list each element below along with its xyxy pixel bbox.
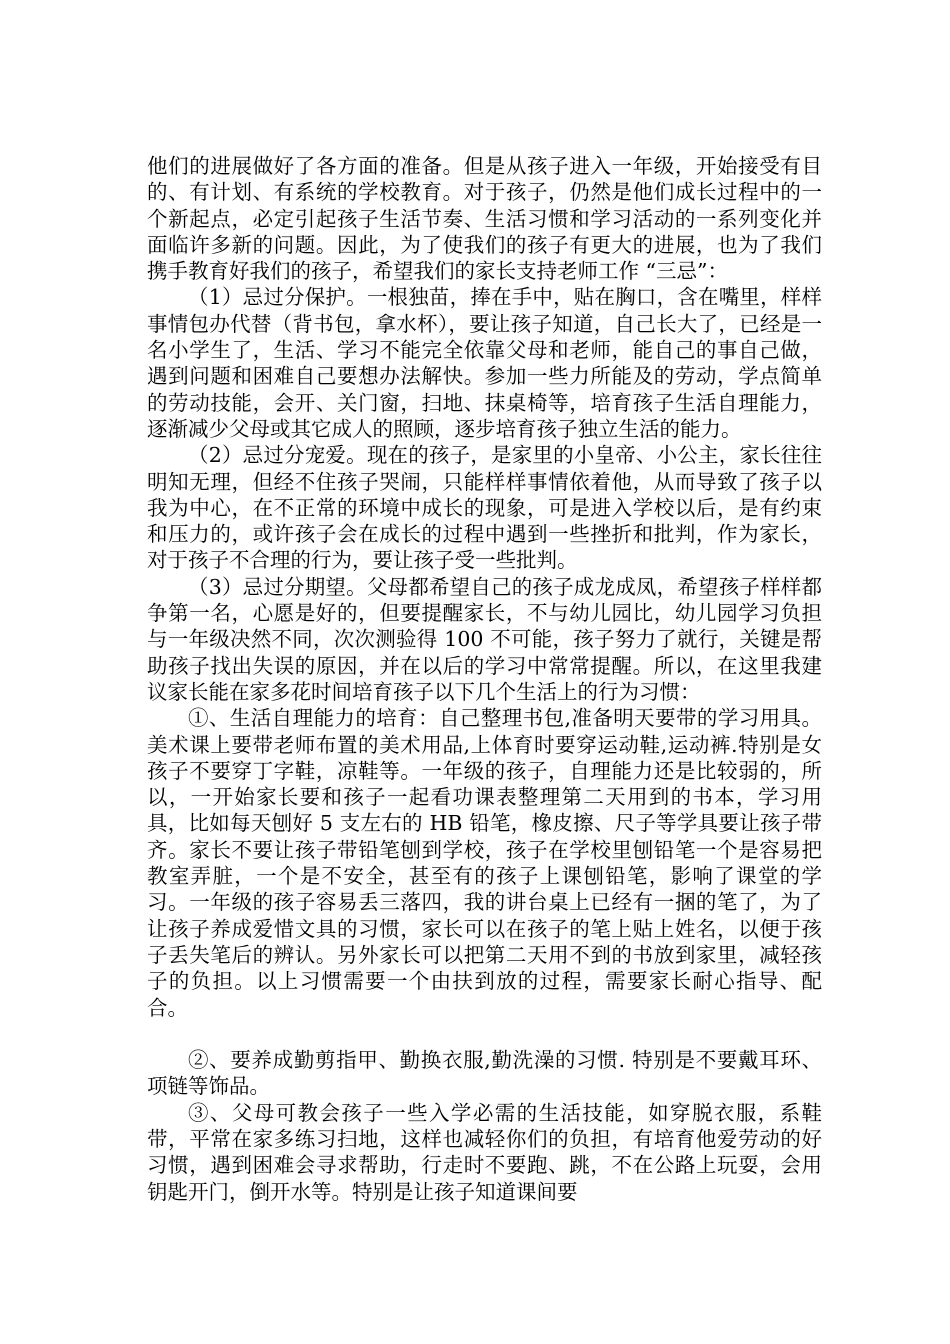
paragraph-habit-1: ①、生活自理能力的培育：自己整理书包,准备明天要带的学习用具。美术课上要带老师布置的美术用品,上体育时要穿运动鞋,运动裤.特别是女孩子不要穿丁字鞋，凉鞋等。一年级的孩子，自理能力还是比较弱的，所以，一开始家长要和孩子一起看功课表整理第二天用到的书本，学习用具，比如每天刨好 5 支左右的 HB 铅笔，橡皮擦、尺子等学具要让孩子带齐。家长不要让孩子带铅笔刨到学校，孩子在学校里刨铅笔一个是容易把教室弄脏，一个是不安全，甚至有的孩子上课刨铅笔，影响了课堂的学习。一年级的孩子容易丢三落四，我的讲台桌上已经有一捆的笔了，为了让孩子养成爱惜文具的习惯，家长可以在孩子的笔上贴上姓名，以便于孩子丢失笔后的辨认。另外家长可以把第二天用不到的书放到家里，减轻孩子的负担。以上习惯需要一个由扶到放的过程，需要家长耐心指导、配合。 [147,706,822,1020]
paragraph-avoid-overexpectation: （3）忌过分期望。父母都希望自己的孩子成龙成凤，希望孩子样样都争第一名，心愿是好的，但要提醒家长，不与幼儿园比，幼儿园学习负担与一年级决然不同，次次测验得 100 不可能，孩子努力了就行，关键是帮助孩子找出失误的原因，并在以后的学习中常常提醒。所以，在这里我建议家长能在家多花时间培育孩子以下几个生活上的行为习惯： [147,574,822,704]
paragraph-avoid-spoiling: （2）忌过分宠爱。现在的孩子，是家里的小皇帝、小公主，家长往往明知无理，但经不住孩子哭闹，只能样样事情依着他，从而导致了孩子以我为中心，在不正常的环境中成长的现象，可是进入学校以后，是有约束和压力的，或许孩子会在成长的过程中遇到一些挫折和批判，作为家长，对于孩子不合理的行为，要让孩子受一些批判。 [147,443,822,573]
paragraph-avoid-overprotection: （1）忌过分保护。一根独苗，捧在手中，贴在胸口，含在嘴里，样样事情包办代替（背书包，拿水杯），要让孩子知道，自己长大了，已经是一名小学生了，生活、学习不能完全依靠父母和老师，能自己的事自己做，遇到问题和困难自己要想办法解快。参加一些力所能及的劳动，学点简单的劳动技能，会开、关门窗，扫地、抹桌椅等，培育孩子生活自理能力，逐渐减少父母或其它成人的照顾，逐步培育孩子独立生活的能力。 [147,285,822,441]
paragraph-habit-2: ②、要养成勤剪指甲、勤换衣服,勤洗澡的习惯. 特别是不要戴耳环、项链等饰品。 [147,1048,822,1099]
paragraph-intro: 他们的进展做好了各方面的准备。但是从孩子进入一年级，开始接受有目的、有计划、有系统的学校教育。对于孩子，仍然是他们成长过程中的一个新起点，必定引起孩子生活节奏、生活习惯和学习活动的一系列变化并面临许多新的问题。因此，为了使我们的孩子有更大的进展，也为了我们携手教育好我们的孩子，希望我们的家长支持老师工作 “三忌”： [147,154,822,284]
document-body [147,153,822,1205]
paragraph-spacer [147,1021,822,1047]
paragraph-habit-3: ③、父母可教会孩子一些入学必需的生活技能，如穿脱衣服，系鞋带，平常在家多练习扫地，这样也减轻你们的负担，有培育他爱劳动的好习惯，遇到困难会寻求帮助，行走时不要跑、跳，不在公路上玩耍，会用钥匙开门，倒开水等。特别是让孩子知道课间要 [147,1100,822,1204]
